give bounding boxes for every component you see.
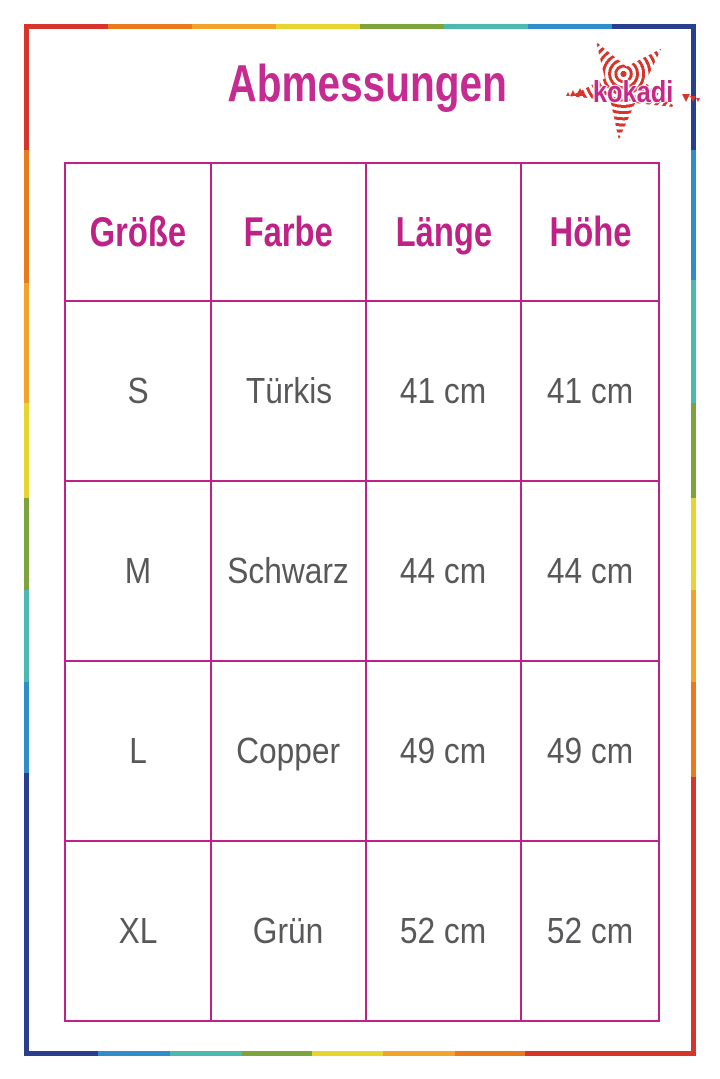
cell-length: 52 cm	[400, 910, 487, 951]
table-cell	[366, 841, 521, 1021]
header-label: Höhe	[549, 208, 631, 255]
header-label: Länge	[395, 208, 492, 255]
table-header-row	[65, 163, 659, 301]
border-segment-yellow	[691, 498, 696, 590]
table-cell	[366, 481, 521, 661]
border-segment-yellow	[24, 403, 29, 498]
cell-length: 49 cm	[400, 730, 487, 771]
table-row-m	[65, 481, 659, 661]
logo-deco-left-icon	[566, 83, 584, 101]
rainbow-border-left	[24, 24, 29, 1056]
table-cell	[521, 481, 659, 661]
table-cell	[211, 661, 366, 841]
cell-color: Schwarz	[227, 550, 350, 591]
border-segment-green	[24, 498, 29, 590]
border-segment-amber	[383, 1051, 455, 1056]
border-segment-amber	[24, 283, 29, 403]
table-row-xl	[65, 841, 659, 1021]
table-cell	[65, 301, 211, 481]
header-cell-farbe	[211, 163, 366, 301]
rainbow-border-bottom	[24, 1051, 696, 1056]
border-segment-orange	[24, 150, 29, 283]
border-segment-amber	[192, 24, 276, 29]
border-segment-red	[525, 1051, 696, 1056]
table-cell	[65, 661, 211, 841]
cell-size: S	[127, 370, 149, 411]
cell-size: L	[129, 730, 147, 771]
table-cell	[521, 841, 659, 1021]
border-segment-blue	[98, 1051, 170, 1056]
table-cell	[366, 301, 521, 481]
border-segment-yellow	[276, 24, 360, 29]
border-segment-red	[691, 777, 696, 1056]
table-row-l	[65, 661, 659, 841]
rainbow-border-right	[691, 24, 696, 1056]
header-label: Farbe	[243, 208, 334, 255]
table-cell	[211, 481, 366, 661]
border-segment-green	[691, 403, 696, 498]
table-cell	[211, 301, 366, 481]
cell-color: Copper	[236, 730, 341, 771]
header-cell-hoehe	[521, 163, 659, 301]
cell-size: XL	[118, 910, 158, 951]
cell-color: Türkis	[245, 370, 332, 411]
table-cell	[366, 661, 521, 841]
header-cell-laenge	[366, 163, 521, 301]
border-segment-teal	[24, 590, 29, 682]
border-segment-yellow	[312, 1051, 383, 1056]
border-segment-navy	[24, 773, 29, 1056]
border-segment-orange	[108, 24, 192, 29]
page-title: Abmessungen	[227, 55, 507, 113]
table-row-s	[65, 301, 659, 481]
cell-height: 49 cm	[546, 730, 634, 771]
cell-length: 41 cm	[400, 370, 487, 411]
cell-length: 44 cm	[400, 550, 487, 591]
cell-height: 52 cm	[546, 910, 634, 951]
header-cell-groesse	[65, 163, 211, 301]
border-segment-red	[24, 24, 108, 29]
cell-height: 44 cm	[546, 550, 634, 591]
header-label: Größe	[89, 208, 187, 255]
border-segment-orange	[691, 682, 696, 777]
logo-text-row	[563, 76, 703, 107]
table-cell	[521, 661, 659, 841]
border-segment-teal	[170, 1051, 242, 1056]
cell-size: M	[124, 550, 152, 591]
logo-wordmark: kokadi	[592, 74, 674, 109]
table-cell	[211, 841, 366, 1021]
border-segment-green	[242, 1051, 312, 1056]
dimensions-table	[64, 162, 660, 1022]
table-cell	[65, 481, 211, 661]
cell-color: Grün	[253, 910, 324, 951]
border-segment-green	[360, 24, 444, 29]
border-segment-navy	[24, 1051, 98, 1056]
cell-height: 41 cm	[546, 370, 634, 411]
table-cell	[521, 301, 659, 481]
border-segment-blue	[24, 682, 29, 773]
border-segment-orange	[455, 1051, 525, 1056]
border-segment-teal	[444, 24, 528, 29]
kokadi-logo	[563, 28, 703, 146]
border-segment-teal	[691, 280, 696, 403]
border-segment-amber	[691, 590, 696, 682]
table-cell	[65, 841, 211, 1021]
logo-deco-right-icon	[682, 89, 700, 107]
border-segment-blue	[691, 150, 696, 280]
